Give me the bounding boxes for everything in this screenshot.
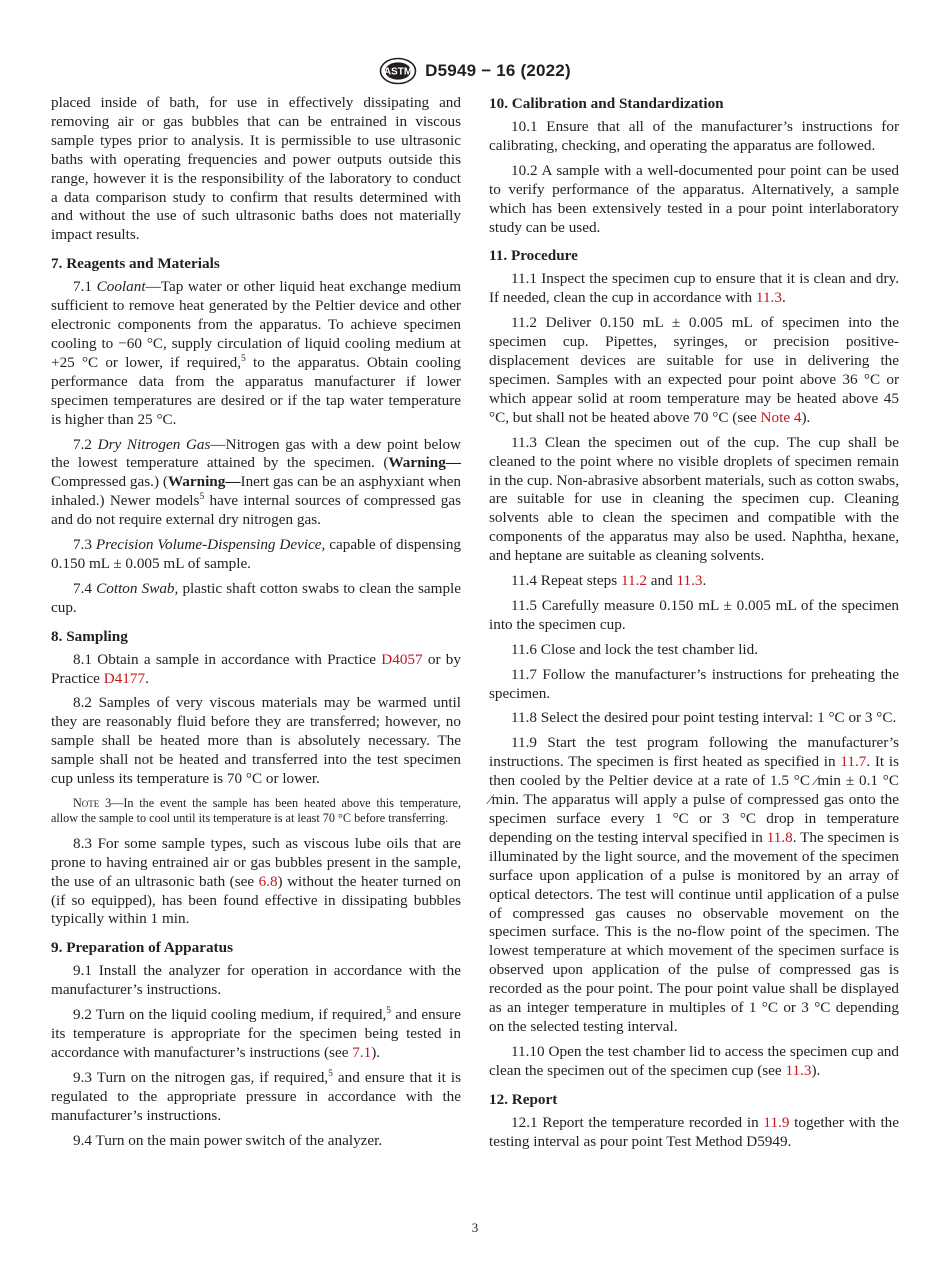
paragraph-text: —Tap water or other liquid heat exchange medium sufficient to remove heat generated by the Peltier device and other electronic components from the apparatus. To achieve specimen cooling to −60 °C, supply circulation of liquid cooling medium at +25 °C or lower, if required, bbox=[51, 278, 462, 371]
paragraph-text: 11.4 Repeat steps bbox=[511, 572, 621, 590]
astm-logo-icon bbox=[379, 57, 417, 85]
note-text: —In the event the sample has been heated above this temperature, allow the sample to cool until its temperature is at least 70 °C before transferring. bbox=[51, 796, 461, 826]
paragraph-text: Inert gas can be an asphyxiant when inhaled.) Newer models bbox=[51, 473, 461, 510]
paragraph-12-1 bbox=[489, 1114, 899, 1152]
link-11-7[interactable]: 11.7 bbox=[840, 753, 867, 771]
page-header bbox=[0, 56, 950, 86]
paragraph-11-8: 11.8 Select the desired pour point testing interval: 1 °C or 3 °C. bbox=[511, 709, 897, 727]
paragraph-text: 12.1 Report the temperature recorded in bbox=[511, 1113, 764, 1131]
paragraph-11-2 bbox=[489, 314, 899, 427]
paragraph-11-3: 11.3 Clean the specimen out of the cup. The cup shall be cleaned to the point where no visible droplets of specimen remain in the cup. Non-abrasive absorbent materials, such as cotton swabs, are suitable for use in cleaning the specimen cup. Cleaning solvents able to clean the specimen and compatible with the components of the apparatus may also be used. Naphtha, hexane, and heptane are suitable as cleaning solvents. bbox=[489, 433, 899, 565]
link-11-3[interactable]: 11.3 bbox=[755, 289, 782, 307]
paragraph-11-9 bbox=[489, 734, 899, 1037]
term-cotton-swab: Cotton Swab, bbox=[96, 579, 179, 597]
term-dry-nitrogen-gas: Dry Nitrogen Gas bbox=[97, 435, 211, 453]
section-9-heading: 9. Preparation of Apparatus bbox=[51, 939, 233, 957]
section-7-heading: 7. Reagents and Materials bbox=[51, 255, 220, 273]
paragraph-text: and bbox=[646, 572, 677, 590]
paragraph-text: 9.3 Turn on the nitrogen gas, if required, bbox=[73, 1068, 329, 1086]
paragraph-text: . It is then cooled by the Peltier device at a rate of 1.5 °C ⁄min ± 0.1 °C ⁄min. The apparatus will apply a pulse of compressed gas onto the specimen surface every 1 °C or 3 °C drop in temperature depending on the testing interval specified in bbox=[489, 753, 899, 846]
paragraph-9-4: 9.4 Turn on the main power switch of the analyzer. bbox=[73, 1131, 383, 1149]
paragraph-text: . bbox=[781, 289, 786, 307]
footnote-5: 5 bbox=[241, 353, 246, 364]
link-11-2[interactable]: 11.2 bbox=[620, 572, 647, 590]
clause-number: 7.4 bbox=[73, 579, 92, 597]
paragraph-text: and ensure that it is regulated to the appropriate pressure in accordance with the manufacturer’s instructions. bbox=[51, 1068, 461, 1124]
footnote-5: 5 bbox=[199, 492, 205, 503]
paragraph-text: 11.2 Deliver 0.150 mL ± 0.005 mL of specimen into the specimen cup. Pipettes, syringes, or precision positive-displacement devices are suitable for use in delivering the specimen. Samples with an expected pour point above 36 °C or which appear solid at room temperature may be heated above 45 °C, but shall not be heated above 70 °C (see bbox=[489, 314, 899, 426]
paragraph-text: have internal sources of compressed gas and do not require external dry nitrogen gas. bbox=[51, 492, 462, 529]
note-label: Note 3 bbox=[73, 796, 112, 810]
paragraph-text: plastic shaft cotton swabs to clean the sample cup. bbox=[51, 579, 461, 616]
paragraph-11-5: 11.5 Carefully measure 0.150 mL ± 0.005 mL of the specimen into the specimen cup. bbox=[489, 596, 899, 633]
link-11-3[interactable]: 11.3 bbox=[676, 572, 703, 590]
link-d4177[interactable]: D4177 bbox=[103, 669, 146, 687]
paragraph-8-1 bbox=[51, 651, 461, 689]
paragraph-7-1 bbox=[51, 278, 461, 429]
link-6-8[interactable]: 6.8 bbox=[258, 872, 278, 890]
link-7-1[interactable]: 7.1 bbox=[352, 1043, 372, 1061]
paragraph-text: 11.1 Inspect the specimen cup to ensure that it is clean and dry. If needed, clean the cup in accordance with bbox=[489, 270, 899, 307]
paragraph-text: 8.3 For some sample types, such as viscous lube oils that are prone to having entrained air or gas bubbles present in the sample, the use of an ultrasonic bath (see bbox=[51, 834, 461, 890]
paragraph-7-4 bbox=[51, 580, 461, 618]
note-3 bbox=[51, 796, 461, 827]
clause-number: 7.2 bbox=[73, 435, 92, 453]
paragraph-11-6: 11.6 Close and lock the test chamber lid. bbox=[511, 640, 759, 658]
paragraph-text: capable of dispensing 0.150 mL ± 0.005 mL of sample. bbox=[51, 536, 462, 572]
paragraph-text: ). bbox=[811, 1061, 821, 1079]
paragraph-10-1: 10.1 Ensure that all of the manufacturer’s instructions for calibrating, checking, and operating the apparatus are followed. bbox=[489, 118, 899, 154]
paragraph-9-3 bbox=[51, 1069, 461, 1126]
term-precision-device: Precision Volume-Dispensing Device, bbox=[95, 536, 326, 554]
paragraph-8-3 bbox=[51, 835, 461, 930]
logo-lettering: ASTM bbox=[384, 66, 413, 78]
left-column bbox=[51, 94, 461, 1157]
paragraph-text: . The specimen is illuminated by the light source, and the movement of the specimen surface upon application of a pulse is monitored by an array of optical detectors. The test will continue until application of a pulse of compressed gas causes no observable movement on the specimen surface. This is the no-flow point of the specimen. The lowest temperature at which movement of the specimen surface is observed upon application of the pulse of compressed gas is recorded as the pour point. The pour point value shall be displayed as an integer temperature in multiples of 1 °C or 3 °C depending on the selected testing interval. bbox=[489, 828, 899, 1035]
paragraph-10-2: 10.2 A sample with a well-documented pour point can be used to verify performance of the apparatus. Alternatively, a sample which has been extensively tested in a pour point interlaboratory study can be used. bbox=[489, 161, 899, 236]
paragraph-text: 9.2 Turn on the liquid cooling medium, if required, bbox=[73, 1006, 387, 1024]
link-11-3[interactable]: 11.3 bbox=[785, 1061, 812, 1079]
warning-label: Warning— bbox=[388, 454, 461, 472]
link-11-9[interactable]: 11.9 bbox=[763, 1113, 790, 1131]
paragraph-text: ) without the heater turned on (if so equipped), has been found effective in dissipating bubbles typically within 1 min. bbox=[51, 872, 461, 928]
paragraph-7-3 bbox=[51, 536, 461, 574]
section-11-heading: 11. Procedure bbox=[489, 247, 578, 265]
paragraph-text: to the apparatus. Obtain cooling performance data from the apparatus manufacturer if lower specimen temperatures are desired or if the tap water temperature is higher than 25 °C. bbox=[51, 353, 461, 428]
paragraph-text: 8.1 Obtain a sample in accordance with Practice bbox=[73, 650, 382, 668]
footnote-5: 5 bbox=[328, 1068, 333, 1079]
paragraph-text: ). bbox=[801, 408, 811, 426]
clause-number: 7.3 bbox=[73, 536, 92, 554]
paragraph-text: 11.10 Open the test chamber lid to access the specimen cup and clean the specimen out of the specimen cup (see bbox=[489, 1042, 899, 1079]
paragraph-text: together with the testing interval as pour point Test Method D5949. bbox=[489, 1113, 899, 1150]
paragraph-9-1: 9.1 Install the analyzer for operation in accordance with the manufacturer’s instructions. bbox=[51, 962, 461, 999]
paragraph-text: Compressed gas.) ( bbox=[51, 473, 168, 491]
section-8-heading: 8. Sampling bbox=[51, 627, 128, 645]
paragraph-text: . bbox=[145, 669, 149, 687]
paragraph-text: 11.9 Start the test program following the manufacturer’s instructions. The specimen is first heated as specified in bbox=[489, 734, 899, 771]
link-11-8[interactable]: 11.8 bbox=[766, 828, 793, 846]
clause-number: 7.1 bbox=[73, 278, 92, 296]
term-coolant: Coolant bbox=[96, 278, 146, 296]
right-column bbox=[489, 94, 899, 1158]
paragraph-11-1 bbox=[489, 270, 899, 308]
paragraph-text: ). bbox=[371, 1043, 381, 1061]
paragraph-9-2 bbox=[51, 1006, 461, 1063]
paragraph-text: or by Practice bbox=[51, 650, 461, 687]
paragraph-text: —Nitrogen gas with a dew point below the lowest temperature attained by the specimen. ( bbox=[51, 435, 462, 472]
footnote-5: 5 bbox=[386, 1006, 392, 1017]
paragraph-text: and ensure its temperature is appropriate for the specimen being tested in accordance with manufacturer’s instructions (see bbox=[51, 1006, 461, 1061]
paragraph-11-7: 11.7 Follow the manufacturer’s instructions for preheating the specimen. bbox=[489, 665, 899, 702]
section-10-heading: 10. Calibration and Standardization bbox=[489, 95, 724, 112]
link-note-4[interactable]: Note 4 bbox=[760, 408, 802, 426]
continued-paragraph: placed inside of bath, for use in effectively dissipating and removing air or gas bubbles that can be entrained in viscous sample types prior to analysis. It is permissible to use ultrasonic baths with operating frequencies and power outputs outside this range, however it is the responsibility of the laboratory to conduct a data comparison study to confirm that results determined with and without the use of such ultrasonic baths does not materially impact results. bbox=[51, 94, 461, 244]
warning-label: Warning— bbox=[167, 473, 241, 491]
standard-designation: D5949 − 16 (2022) bbox=[425, 61, 571, 80]
paragraph-text: . bbox=[702, 572, 707, 590]
link-d4057[interactable]: D4057 bbox=[381, 650, 423, 668]
paragraph-11-10 bbox=[489, 1043, 899, 1081]
section-12-heading: 12. Report bbox=[489, 1090, 558, 1108]
paragraph-7-2 bbox=[51, 436, 461, 531]
paragraph-11-4 bbox=[489, 572, 899, 591]
page-number: 3 bbox=[471, 1220, 479, 1235]
paragraph-8-2: 8.2 Samples of very viscous materials may be warmed until they are reasonably fluid before they are transferred; however, no sample shall be heated more than is absolutely necessary. The sample shall not be heated and transferred into the test specimen cup unless its temperature is 70 °C or lower. bbox=[51, 694, 461, 788]
